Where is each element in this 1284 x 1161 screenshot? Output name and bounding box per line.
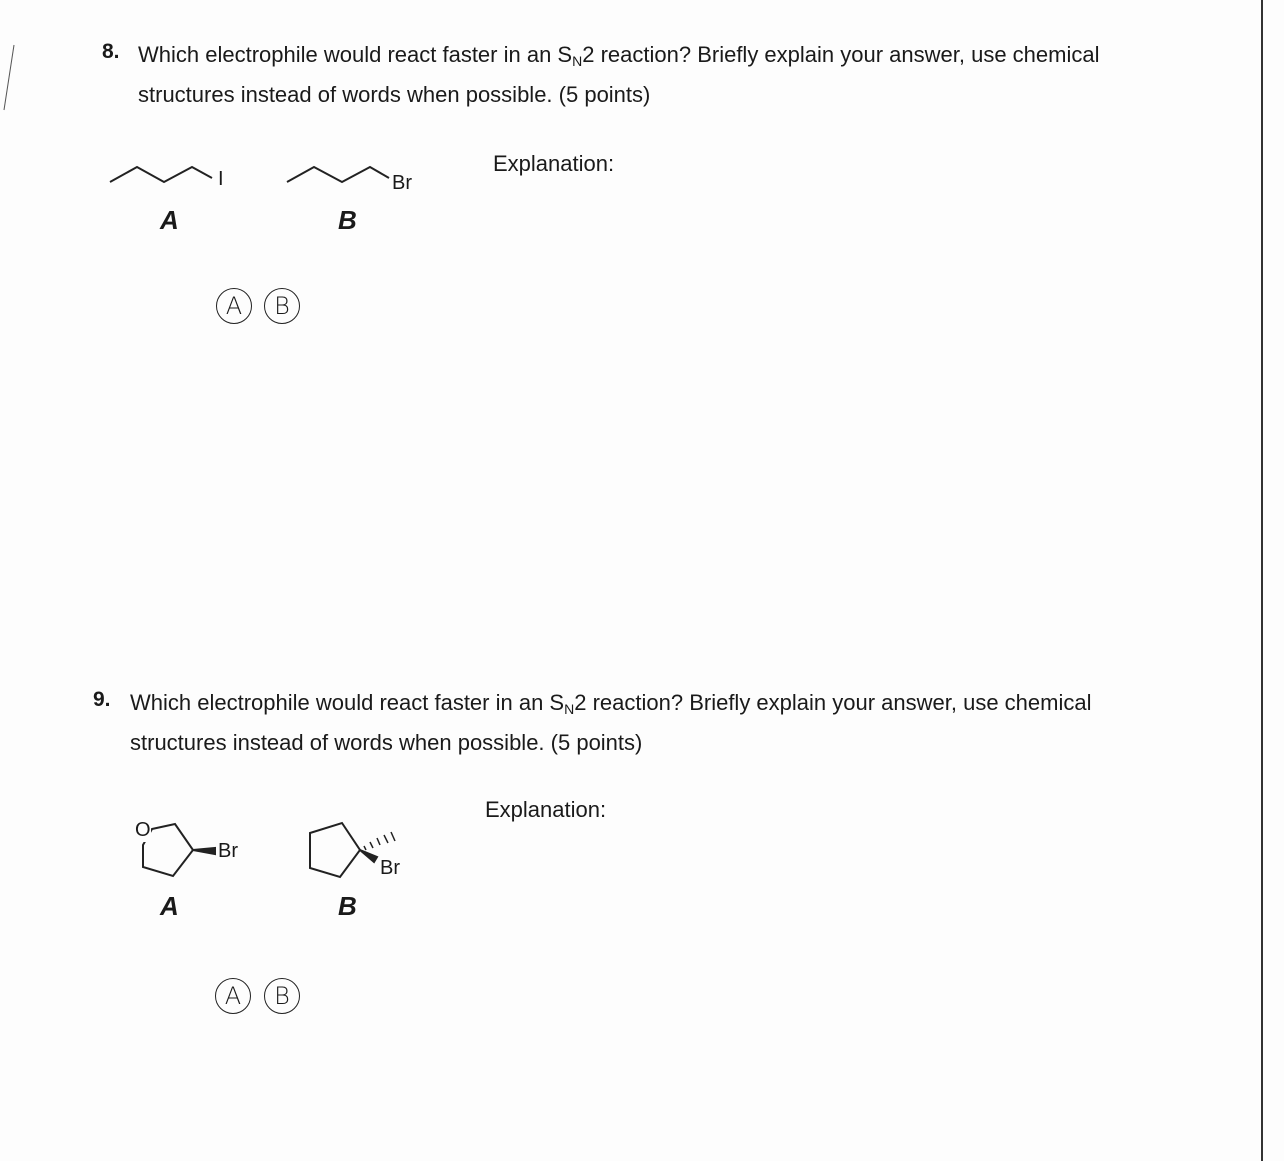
molecule-8b	[287, 167, 389, 182]
q9-a-oxygen: O	[135, 819, 151, 841]
q9-suffix: 2 reaction? Briefly explain your answer, use chemical	[574, 690, 1092, 715]
q8-label-b: B	[338, 205, 357, 235]
q8-sub: N	[572, 53, 583, 69]
q9-label-a: A	[160, 891, 179, 921]
q9-choice-a[interactable]: A	[215, 978, 251, 1014]
q8-prefix: Which electrophile would react faster in an S	[138, 42, 573, 67]
q9-label-b: B	[338, 891, 357, 921]
question-9-text	[130, 686, 1190, 759]
question-8-explanation-label: Explanation:	[493, 151, 615, 176]
question-9-explanation-label: Explanation:	[485, 797, 607, 822]
molecule-9b-wedge	[360, 850, 377, 862]
q9-line2: structures instead of words when possible. (5 points)	[130, 730, 643, 755]
q8-line2: structures instead of words when possible. (5 points)	[138, 82, 651, 107]
margin-mark	[4, 45, 14, 110]
molecule-8a	[110, 167, 212, 182]
molecule-9a-wedge	[193, 848, 215, 854]
q8-a-iodine: I	[218, 168, 224, 190]
q9-choice-b[interactable]: B	[264, 978, 300, 1014]
q8-label-a: A	[160, 205, 179, 235]
q9-prefix: Which electrophile would react faster in an S	[130, 690, 565, 715]
q9-sub: N	[564, 701, 575, 717]
question-8-text	[138, 38, 1198, 111]
molecule-9b-ring	[310, 823, 360, 877]
q8-choice-a[interactable]: A	[216, 288, 252, 324]
question-8-number: 8.	[102, 40, 120, 63]
q8-b-bromine: Br	[392, 172, 412, 194]
q9-a-bromine: Br	[218, 840, 238, 862]
q8-choice-b[interactable]: B	[264, 288, 300, 324]
molecule-9b-hash	[364, 832, 395, 850]
q9-b-bromine: Br	[380, 857, 400, 879]
question-9-number: 9.	[93, 688, 111, 711]
q8-suffix: 2 reaction? Briefly explain your answer, use chemical	[582, 42, 1100, 67]
